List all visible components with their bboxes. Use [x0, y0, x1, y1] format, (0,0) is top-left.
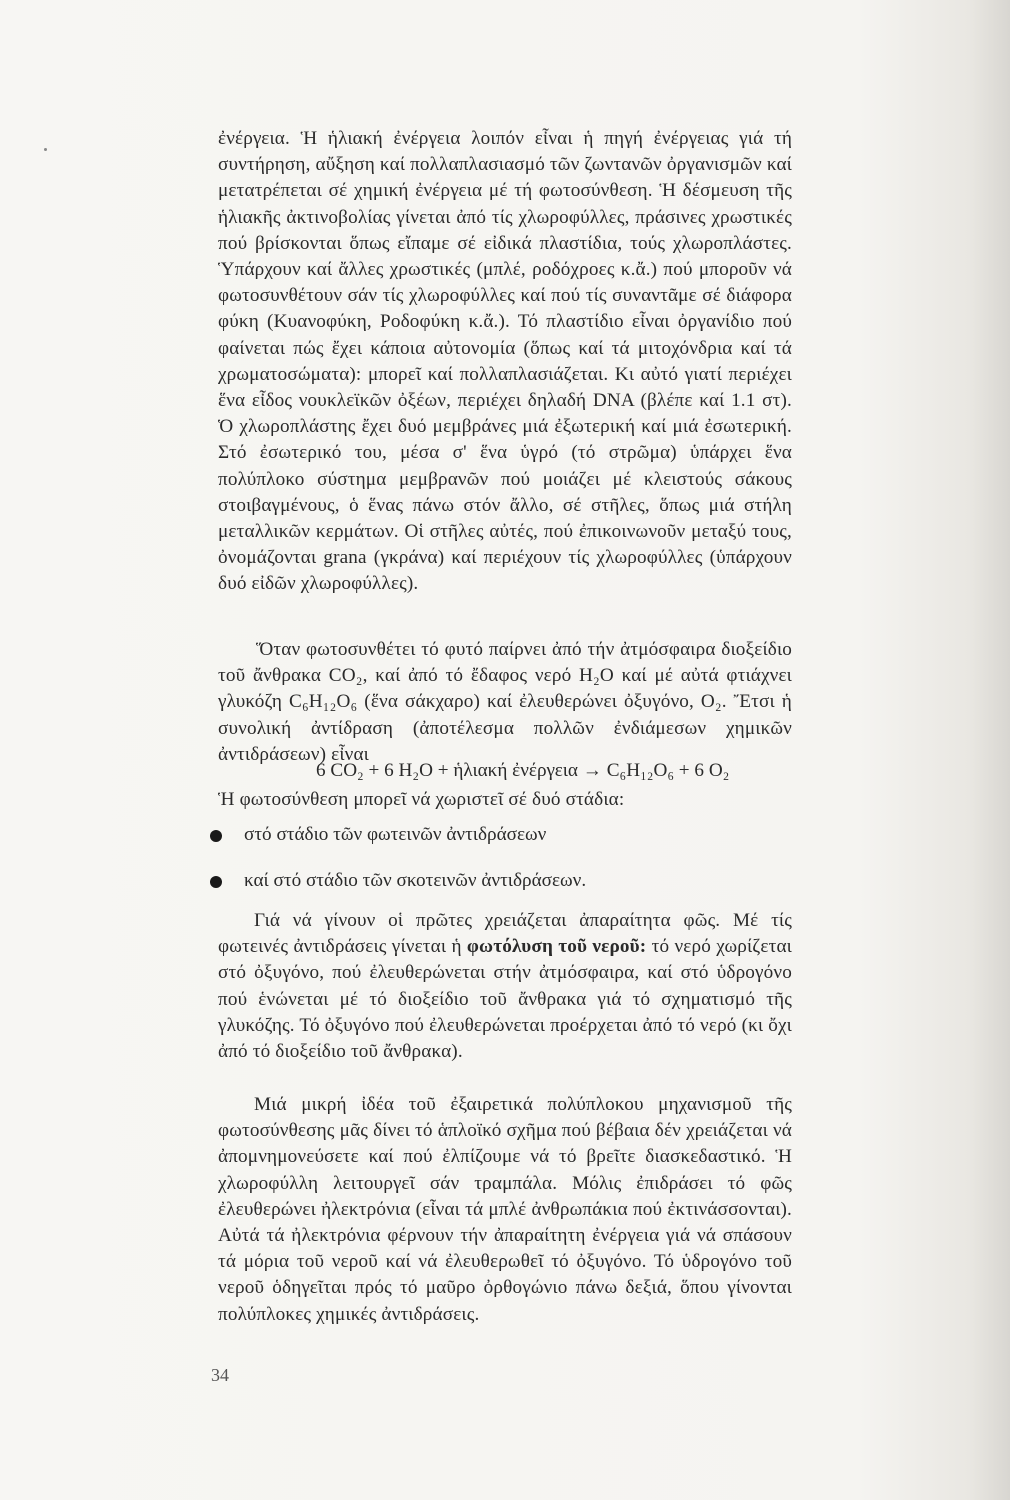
paragraph-chloroplast: ἐνέργεια. Ἡ ἡλιακή ἐνέργεια λοιπόν εἶναι ἡ πηγή ἐνέργειας γιά τή συντήρηση, αὔξηση καί πολλαπλασιασμό τῶν ζωντανῶν ὀργανισμῶν καί μετατρέπεται σέ χημική ἐνέργεια μέ τή φωτοσύνθεση. Ἡ δέσμευση τῆς ἡλιακῆς ἀκτινοβολίας γίνεται ἀπό τίς χλωροφύλλες, πράσινες χρωστικές πού βρίσκονται ὅπως εἴπαμε σέ εἰδικά πλαστίδια, τούς χλωροπλάστες. Ὑπάρχουν καί ἄλλες χρωστικές (μπλέ, ροδόχροες κ.ἄ.) πού μποροῦν νά φωτοσυνθέτουν σάν τίς χλωροφύλλες καί πού τίς συναντᾶμε σέ διάφορα φύκη (Κυανοφύκη, Ροδοφύκη κ.ἄ.). Τό πλαστίδιο εἶναι ὀργανίδιο πού φαίνεται πώς ἔχει κάποια αὐτονομία (ὅπως καί τά μιτοχόνδρια καί τά χρωματοσώματα): μπορεῖ καί πολλαπλασιάζεται. Κι αὐτό γιατί περιέχει ἕνα εἶδος νουκλεϊκῶν ὀξέων, περιέχει δηλαδή DNA (βλέπε καί 1.1 στ). Ὁ χλωροπλάστης ἔχει δυό μεμβράνες μιά ἐξωτερική καί μιά ἐσωτερική. Στό ἐσωτερικό του, μέσα σ' ἕνα ὑγρό (τό στρῶμα) ὑπάρχει ἕνα πολύπλοκο σύστημα μεμβρανῶν πού μοιάζει μέ κλειστούς σάκους στοιβαγμένους, ὁ ἕνας πάνω στόν ἄλλο, σέ στῆλες, ὅπως μιά στήλη μεταλλικῶν κερμάτων. Οἱ στῆλες αὐτές, πού ἐπικοινωνοῦν μεταξύ τους, ὀνομάζονται grana (γκράνα) καί περιέχουν τίς χλωροφύλλες (ὑπάρχουν δυό εἰδῶν χλωροφύλλες). — [218, 128, 792, 595]
photosynthesis-equation: 6 CO₂ + 6 H₂O + ἡλιακή ἐνέργεια → C₆H₁₂O₆ + 6 O₂ — [316, 760, 730, 781]
bold-term-photolysis: φωτόλυση τοῦ νεροῦ: — [466, 936, 647, 958]
paragraph-light-reactions — [218, 908, 792, 1065]
paragraph-photosynthesis-intro: Ὅταν φωτοσυνθέτει τό φυτό παίρνει ἀπό τήν ἀτμόσφαιρα διοξείδιο τοῦ ἄνθρακα CO₂, καί ἀπό τό ἔδαφος νερό H₂O καί μέ αὐτά φτιάχνει γλυκόζη C₆H₁₂O₆ (ἕνα σάκχαρο) καί ἐλευθερώνει ὀξυγόνο, O₂. Ἔτσι ἡ συνολική ἀντίδραση (ἀποτέλεσμα πολλῶν ἐνδιάμεσων χημικῶν ἀντιδράσεων) εἶναι — [218, 639, 792, 765]
paragraph-text: τό νερό χωρίζεται στό ὀξυγόνο, πού ἐλευθερώνεται στήν ἀτμόσφαιρα, καί στό ὑδρογόνο πού ἑνώνεται μέ τό διοξείδιο τοῦ ἄνθρακα γιά τό σχηματισμό τῆς γλυκόζης. Τό ὀξυγόνο πού ἐλευθερώνεται προέρχεται ἀπό τό νερό (κι ὄχι ἀπό τό διοξείδιο τοῦ ἄνθρακα). — [218, 936, 792, 1063]
paragraph-text: Γιά νά γίνουν οἱ πρῶτες χρειάζεται ἀπαραίτητα φῶς. Μέ τίς φωτεινές ἀντιδράσεις γίνεται ἡ — [218, 910, 792, 958]
list-item — [210, 822, 790, 848]
bullet-icon — [210, 876, 222, 888]
list-item-text: στό στάδιο τῶν φωτεινῶν ἀντιδράσεων — [244, 824, 547, 845]
paragraph-seesaw-analogy: Μιά μικρή ἰδέα τοῦ ἐξαιρετικά πολύπλοκου μηχανισμοῦ τῆς φωτοσύνθεσης μᾶς δίνει τό ἁπλοϊκό σχῆμα πού βέβαια δέν χρειάζεται νά ἀπομνημονεύσετε καί πού ἐλπίζουμε νά τό βρεῖτε διασκεδαστικό. Ἡ χλωροφύλλη λειτουργεῖ σάν τραμπάλα. Μόλις ἐπιδράσει τό φῶς ἐλευθερώνει ἠλεκτρόνια (εἶναι τά μπλέ ἀνθρωπάκια πού ἐκτινάσσονται). Αὐτά τά ἠλεκτρόνια φέρνουν τήν ἀπαραίτητη ἐνέργεια γιά νά σπάσουν τά μόρια τοῦ νεροῦ καί νά ἐλευθερωθεῖ τό ὀξυγόνο. Τό ὑδρογόνο τοῦ νεροῦ ὁδηγεῖται πρός τό μαῦρο ὀρθογώνιο πάνω δεξιά, ὅπου γίνονται πολύπλοκες χημικές ἀντιδράσεις. — [218, 1094, 792, 1325]
bullet-icon — [210, 830, 222, 842]
list-item — [210, 868, 790, 894]
paragraph-stages-intro: Ἡ φωτοσύνθεση μπορεῖ νά χωριστεῖ σέ δυό στάδια: — [218, 789, 625, 810]
list-item-text: καί στό στάδιο τῶν σκοτεινῶν ἀντιδράσεων. — [244, 870, 587, 891]
margin-speck — [44, 148, 47, 151]
stages-list — [210, 822, 790, 914]
page-number: 34 — [211, 1365, 229, 1385]
